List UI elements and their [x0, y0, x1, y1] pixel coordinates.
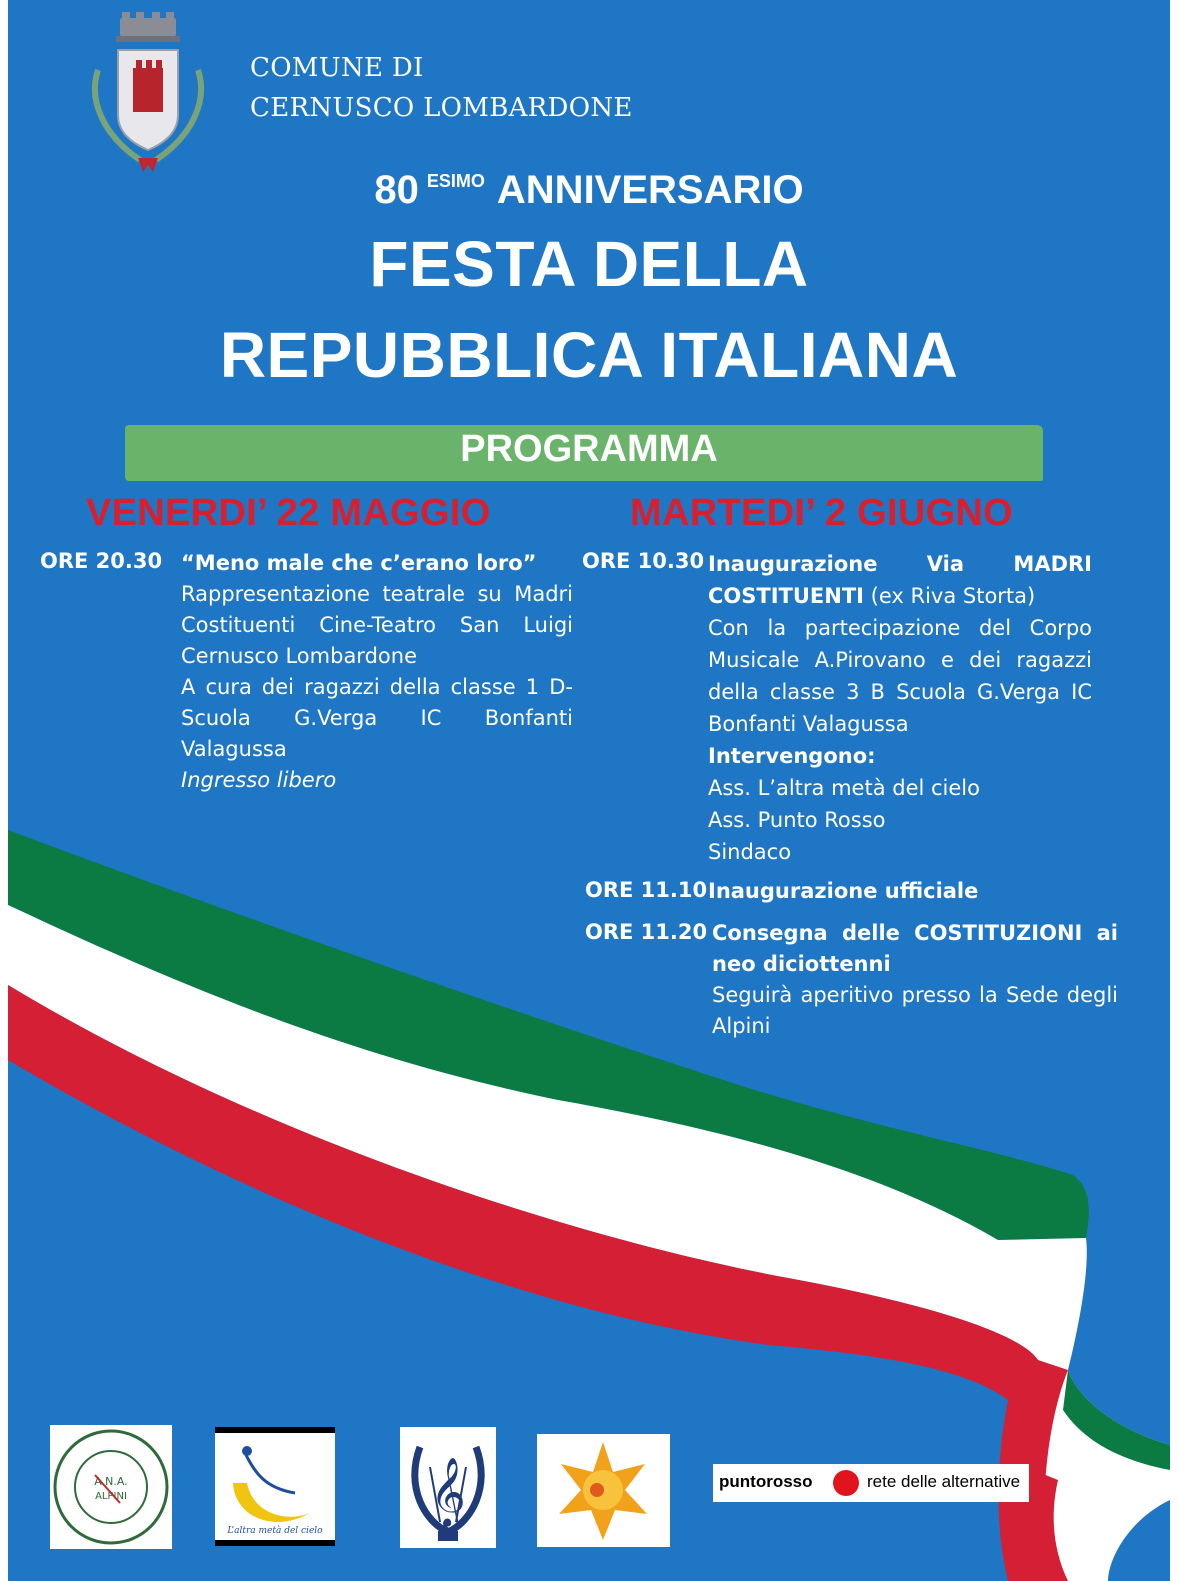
poster [8, 0, 1170, 1581]
punto-rosso-logo [713, 1464, 1029, 1502]
day-heading-right: MARTEDI’ 2 GIUGNO [630, 492, 1014, 534]
left-margin [0, 0, 8, 1581]
left-event-curator: A cura dei ragazzi della classe 1 D- Scuola G.Verga IC Bonfanti Valagussa [181, 675, 573, 761]
right-event1-title: Inaugurazione Via MADRI COSTITUENTI [708, 552, 1092, 608]
anniversary-word: ANNIVERSARIO [496, 168, 804, 212]
svg-text:A.N.A.: A.N.A. [94, 1475, 128, 1488]
right-event3-time: ORE 11.20 [585, 920, 708, 944]
left-event-title: “Meno male che c’erano loro” [181, 551, 537, 575]
speaker-item: Ass. L’altra metà del cielo [708, 776, 980, 800]
altra-meta-logo [215, 1427, 335, 1546]
punto-rosso-name: puntorosso [719, 1472, 813, 1491]
left-event-entry: Ingresso libero [181, 768, 337, 792]
speaker-item: Sindaco [708, 840, 792, 864]
corpo-musicale-logo [400, 1427, 496, 1548]
left-event-desc: Rappresentazione teatrale su Madri Costituenti Cine-Teatro San Luigi Cernusco Lombardone [181, 582, 573, 668]
sun-star-icon [537, 1434, 670, 1547]
right-event1-title-suffix: (ex Riva Storta) [863, 584, 1036, 608]
left-event-time: ORE 20.30 [40, 549, 163, 573]
left-event [181, 548, 573, 796]
title-line1: FESTA DELLA [369, 228, 809, 300]
sun-logo [537, 1434, 670, 1547]
alpini-logo [50, 1425, 172, 1549]
punto-rosso-tagline: rete delle alternative [867, 1472, 1021, 1491]
comune-name [250, 48, 633, 128]
municipal-crest-icon [78, 10, 218, 175]
comune-line2: CERNUSCO LOMBARDONE [250, 93, 633, 123]
right-event1-time: ORE 10.30 [582, 549, 705, 573]
right-event2-title: Inaugurazione ufficiale [708, 879, 979, 903]
programma-label: PROGRAMMA [460, 428, 718, 470]
right-event1-desc: Con la partecipazione del Corpo Musicale A.Pirovano e dei ragazzi della classe 3 B Scuola G.Verga IC Bonfanti Valagussa [708, 616, 1092, 736]
right-margin [1170, 0, 1179, 1581]
comune-line1: COMUNE DI [250, 53, 424, 83]
red-dot-icon [833, 1470, 859, 1496]
right-event3-title: Consegna delle COSTITUZIONI ai neo diciottenni [712, 921, 1118, 976]
anniversary-heading [8, 168, 1170, 213]
right-event3 [712, 918, 1118, 1042]
moon-woman-icon [215, 1433, 335, 1540]
speaker-item: Ass. Punto Rosso [708, 808, 886, 832]
lyre-icon [400, 1427, 496, 1548]
svg-text:ALPINI: ALPINI [95, 1491, 127, 1502]
anniversary-superscript: ESIMO [426, 171, 485, 191]
day-heading-left: VENERDI’ 22 MAGGIO [86, 492, 491, 534]
alpini-badge-icon [50, 1425, 172, 1549]
svg-text:𝄞: 𝄞 [430, 1457, 466, 1527]
right-event1 [708, 548, 1092, 868]
title-line2: REPUBBLICA ITALIANA [219, 319, 959, 391]
right-event2-time: ORE 11.10 [585, 878, 708, 902]
speakers-label: Intervengono: [708, 744, 876, 768]
svg-text:L’altra metà del cielo: L’altra metà del cielo [227, 1526, 323, 1536]
anniversary-number: 80 [374, 168, 419, 212]
right-event3-desc: Seguirà aperitivo presso la Sede degli Alpini [712, 983, 1118, 1038]
